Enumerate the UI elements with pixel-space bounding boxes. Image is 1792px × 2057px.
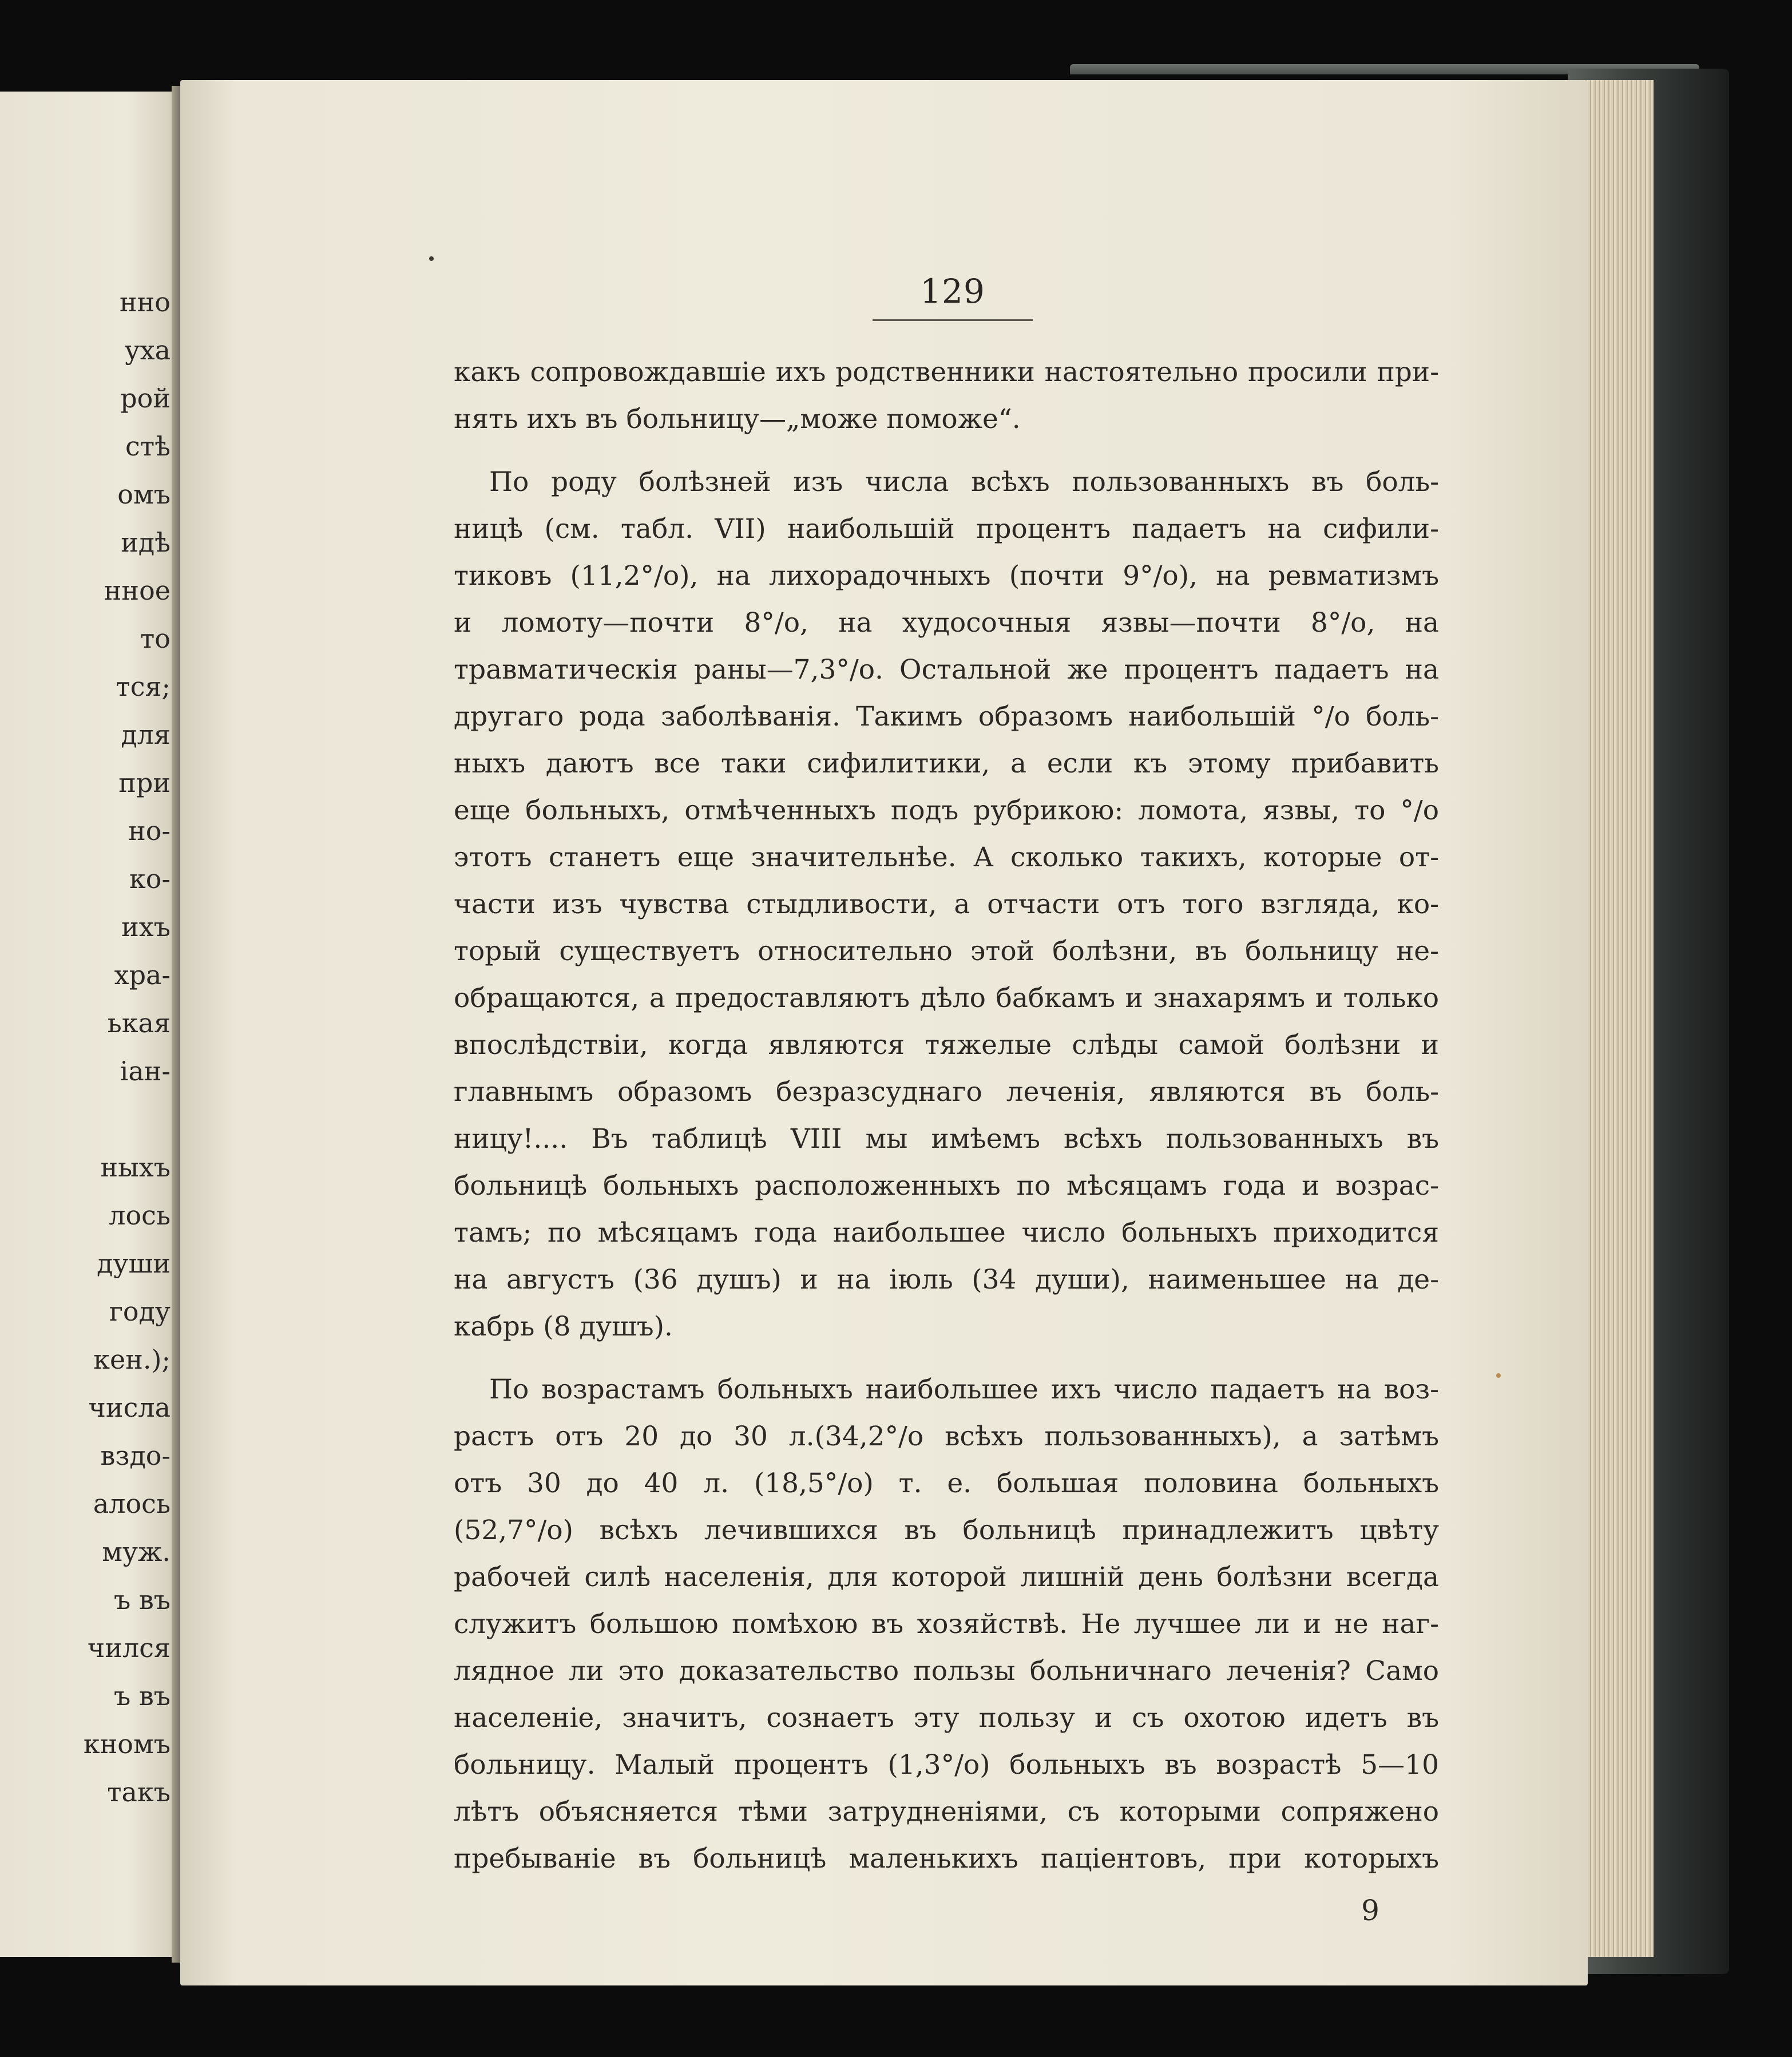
left-page-line-fragment: стѣ — [125, 431, 171, 462]
left-page-line-fragment: числа — [88, 1392, 171, 1423]
left-page-line-fragment: омъ — [117, 479, 171, 510]
text-line: этотъ станетъ еще значительнѣе. А сколько такихъ, которые от- — [454, 842, 1439, 873]
text-line: какъ сопровождавшіе ихъ родственники настоятельно просили при- — [454, 356, 1439, 388]
page-edges — [1579, 80, 1654, 1957]
left-page-line-fragment: кен.); — [93, 1344, 171, 1375]
left-page-line-fragment: рой — [120, 383, 171, 414]
text-line: тамъ; по мѣсяцамъ года наибольшее число больныхъ приходится — [454, 1217, 1439, 1249]
left-page-line-fragment: чился — [87, 1632, 171, 1663]
text-line: тиковъ (11,2°/о), на лихорадочныхъ (почти 9°/о), на ревматизмъ — [454, 560, 1439, 592]
ink-speck — [1496, 1373, 1501, 1378]
paragraph-gap — [454, 1350, 1439, 1366]
text-line: лѣтъ объясняется тѣми затрудненіями, съ которыми сопряжено — [454, 1796, 1439, 1828]
left-page-line-fragment: муж. — [102, 1536, 171, 1567]
text-line: ныхъ даютъ все таки сифилитики, а если къ этому прибавить — [454, 748, 1439, 779]
text-line: обращаются, а предоставляютъ дѣло бабкамъ и знахарямъ и только — [454, 982, 1439, 1014]
left-page-line-fragment: нное — [104, 575, 171, 606]
left-page-line-fragment: души — [97, 1248, 171, 1279]
left-page-line-fragment: ко- — [129, 863, 171, 894]
right-page — [180, 80, 1588, 1985]
text-line: ницу!.... Въ таблицѣ VIII мы имѣемъ всѣхъ пользованныхъ въ — [454, 1123, 1439, 1155]
left-page-line-fragment: ихъ — [121, 911, 171, 942]
text-line: рабочей силѣ населенія, для которой лишній день болѣзни всегда — [454, 1561, 1439, 1593]
text-line: пребываніе въ больницѣ маленькихъ паціентовъ, при которыхъ — [454, 1843, 1439, 1874]
body-text — [454, 349, 1439, 1882]
text-line: главнымъ образомъ безразсуднаго леченія, являются въ боль- — [454, 1076, 1439, 1108]
page-number: 129 — [920, 272, 985, 311]
text-line: другаго рода заболѣванія. Такимъ образомъ наибольшій °/о боль- — [454, 701, 1439, 732]
left-page-line-fragment: алось — [93, 1488, 171, 1519]
paragraph-gap — [454, 443, 1439, 459]
left-page-line-fragment: году — [109, 1296, 171, 1327]
left-page-line-fragment: для — [121, 719, 171, 750]
text-line: торый существуетъ относительно этой болѣзни, въ больницу не- — [454, 936, 1439, 967]
left-page-line-fragment: ъ въ — [113, 1584, 171, 1615]
text-line: кабрь (8 душъ). — [454, 1311, 673, 1342]
left-page-line-fragment: идѣ — [121, 527, 171, 558]
text-line: По возрастамъ больныхъ наибольшее ихъ число падаетъ на воз- — [489, 1374, 1439, 1405]
left-page-line-fragment: то — [140, 623, 171, 654]
left-page-line-fragment: такъ — [107, 1777, 171, 1808]
text-line: еще больныхъ, отмѣченныхъ подъ рубрикою: ломота, язвы, то °/о — [454, 795, 1439, 826]
text-line: травматическія раны—7,3°/о. Остальной же процентъ падаетъ на — [454, 654, 1439, 685]
left-page-line-fragment: вздо- — [100, 1440, 171, 1471]
left-page-line-fragment: уха — [124, 335, 171, 366]
text-line: (52,7°/о) всѣхъ лечившихся въ больницѣ принадлежитъ цвѣту — [454, 1515, 1439, 1546]
left-page — [0, 92, 183, 1957]
signature-mark: 9 — [1361, 1894, 1379, 1927]
text-line: части изъ чувства стыдливости, а отчасти отъ того взгляда, ко- — [454, 889, 1439, 920]
text-line: служитъ большою помѣхою въ хозяйствѣ. Не лучшее ли и не наг- — [454, 1608, 1439, 1640]
text-line: отъ 30 до 40 л. (18,5°/о) т. е. большая половина больныхъ — [454, 1468, 1439, 1499]
text-line: населеніе, значитъ, сознаетъ эту пользу и съ охотою идетъ въ — [454, 1702, 1439, 1734]
left-page-line-fragment: ныхъ — [100, 1152, 171, 1183]
header-rule — [873, 319, 1033, 321]
text-line: лядное ли это доказательство пользы больничнаго леченія? Само — [454, 1655, 1439, 1687]
text-line: и ломоту—почти 8°/о, на худосочныя язвы—почти 8°/о, на — [454, 607, 1439, 639]
left-page-line-fragment: при — [118, 767, 171, 798]
text-line: нять ихъ въ больницу—„може поможе“. — [454, 403, 1021, 435]
left-page-line-fragment: кномъ — [83, 1729, 171, 1759]
text-line: ницѣ (см. табл. VII) наибольшій процентъ падаетъ на сифили- — [454, 513, 1439, 545]
left-page-line-fragment: лось — [109, 1200, 171, 1231]
text-line: больницѣ больныхъ расположенныхъ по мѣсяцамъ года и возрас- — [454, 1170, 1439, 1202]
left-page-line-fragment: іан- — [120, 1056, 171, 1087]
text-line: растъ отъ 20 до 30 л.(34,2°/о всѣхъ пользованныхъ), а затѣмъ — [454, 1421, 1439, 1452]
left-page-line-fragment: но- — [128, 815, 171, 846]
ink-speck — [429, 256, 434, 261]
left-page-line-fragment: ъ въ — [113, 1681, 171, 1711]
text-line: По роду болѣзней изъ числа всѣхъ пользованныхъ въ боль- — [489, 466, 1439, 498]
left-page-line-fragment: хра- — [114, 960, 171, 990]
text-line: на августъ (36 душъ) и на іюль (34 души), наименьшее на де- — [454, 1264, 1439, 1295]
left-page-line-fragment: ькая — [107, 1008, 171, 1039]
text-line: впослѣдствіи, когда являются тяжелые слѣды самой болѣзни и — [454, 1029, 1439, 1061]
text-line: больницу. Малый процентъ (1,3°/о) больныхъ въ возрастѣ 5—10 — [454, 1749, 1439, 1781]
left-page-line-fragment: нно — [119, 287, 171, 318]
left-page-line-fragment: тся; — [116, 671, 171, 702]
